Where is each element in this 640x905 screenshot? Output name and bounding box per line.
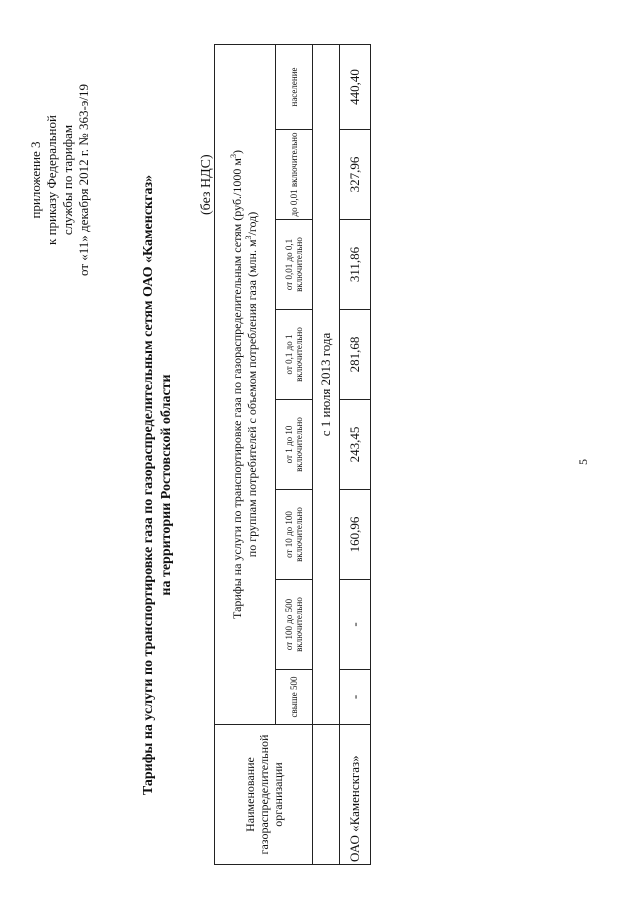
period-row xyxy=(313,44,340,864)
tariff-table xyxy=(214,44,371,865)
group-header: от 10 до 100 включительно xyxy=(276,490,313,580)
tariff-header-c: по группам потребителей с объемом потребления газа (млн. м xyxy=(245,239,259,558)
appendix-line-3: службы по тарифам xyxy=(60,124,75,236)
org-name-cell: ОАО «Каменскгаз» xyxy=(340,725,371,865)
org-header-cell xyxy=(215,725,313,865)
tariff-value: 160,96 xyxy=(340,490,371,580)
group-header: до 0,01 включительно xyxy=(276,130,313,220)
tariff-value: 311,86 xyxy=(340,220,371,310)
tariff-value: - xyxy=(340,670,371,725)
group-header: от 100 до 500 включительно xyxy=(276,580,313,670)
appendix-line-4: от «11» декабря 2012 г. № 363-э/19 xyxy=(76,84,91,276)
data-row xyxy=(340,44,371,864)
org-header-text: Наименование газораспределительной организации xyxy=(242,734,285,855)
title-line-1: Тарифы на услуги по транспортировке газа по газораспределительным сетям ОАО «Каменскгаз» xyxy=(141,174,156,796)
group-header: свыше 500 xyxy=(276,670,313,725)
tariff-value: 281,68 xyxy=(340,310,371,400)
title-line-2: на территории Ростовской области xyxy=(159,374,174,596)
appendix-line-1: приложение 3 xyxy=(28,141,43,219)
tariff-header-b: ) xyxy=(230,150,244,155)
page-number: 5 xyxy=(576,459,590,465)
document-title xyxy=(140,135,176,835)
tariff-header-d: /год) xyxy=(245,211,259,236)
tariff-value: 327,96 xyxy=(340,130,371,220)
period-cell: с 1 июля 2013 года xyxy=(313,44,340,724)
tariff-header-a: Тарифы на услуги по транспортировке газа по газораспределительным сетям (руб./1000 м xyxy=(230,158,244,619)
vat-note: (без НДС) xyxy=(199,154,214,215)
tariff-value: - xyxy=(340,580,371,670)
header-row xyxy=(215,44,276,864)
group-header: от 1 до 10 включительно xyxy=(276,400,313,490)
group-header: население xyxy=(276,44,313,129)
period-spacer-cell xyxy=(313,725,340,865)
group-header: от 0,01 до 0,1 включительно xyxy=(276,220,313,310)
tariff-value: 243,45 xyxy=(340,400,371,490)
appendix-line-2: к приказу Федеральной xyxy=(44,115,59,245)
group-header: от 0,1 до 1 включительно xyxy=(276,310,313,400)
tariff-header-cell xyxy=(215,44,276,724)
tariff-value: 440,40 xyxy=(340,44,371,129)
tariff-header-sup-1: 3 xyxy=(229,154,238,159)
tariff-header-sup-2: 3 xyxy=(244,235,253,240)
appendix-block xyxy=(28,15,92,345)
